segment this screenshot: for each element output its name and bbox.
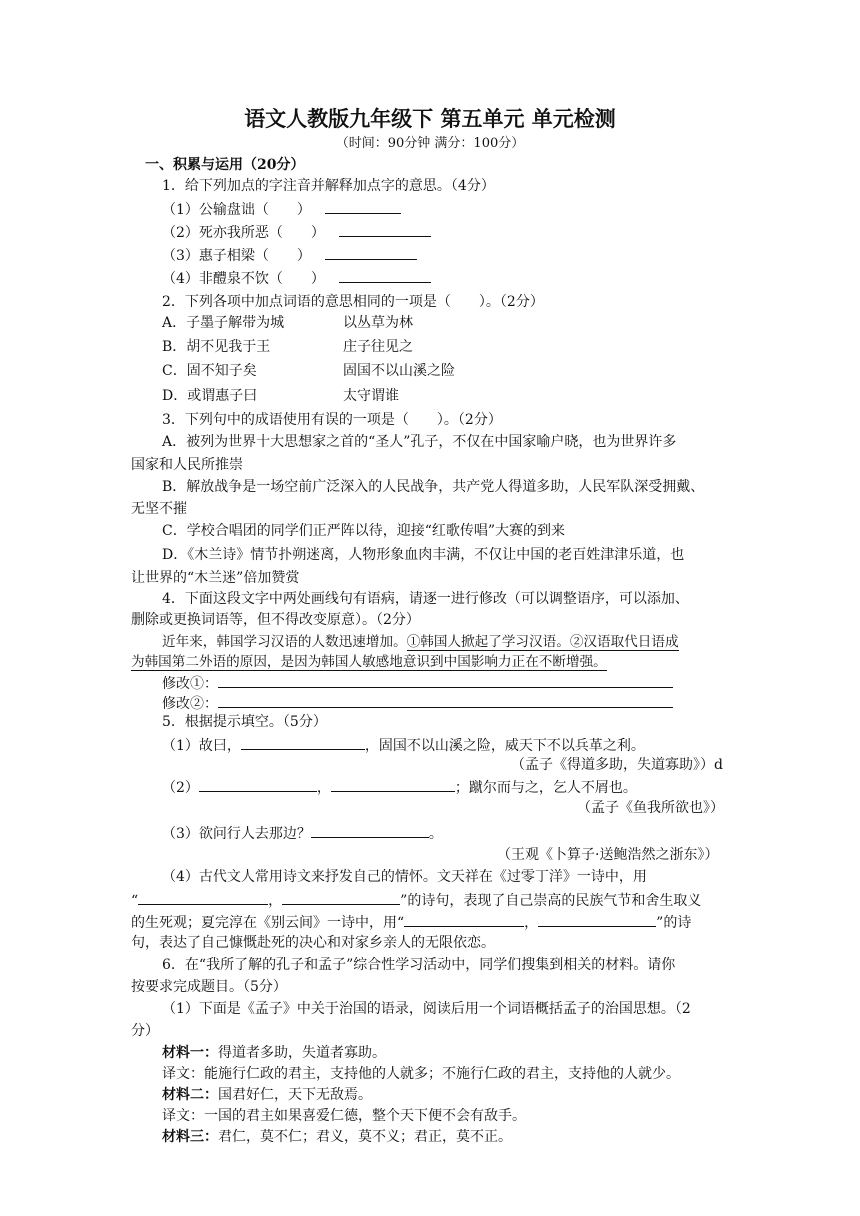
q3-option-c: C．学校合唱团的同学们正严阵以待，迎接“红歌传唱”大赛的到来 <box>162 523 566 539</box>
q5-source-1: （孟子《得道多助，失道寡助》）d <box>511 757 723 773</box>
q6-sub-1-cont: 分） <box>131 1023 159 1039</box>
material-3 <box>162 1127 512 1147</box>
q2-option-c-pair: 固国不以山溪之险 <box>343 363 455 379</box>
q6-stem-cont: 按要求完成题目。（5分） <box>131 979 287 995</box>
q4-stem-cont: 删除或更换词语等，但不得改变原意）。（2分） <box>131 612 420 628</box>
answer-blank[interactable] <box>331 776 455 792</box>
q5-line-4d: 句，表达了自己慷慨赴死的决心和对家乡亲人的无限依恋。 <box>131 935 495 951</box>
q5-line-1-suffix: ，固国不以山溪之险，威天下不以兵革之利。 <box>364 738 645 754</box>
q5-line-2-prefix: （2） <box>162 780 199 796</box>
q5-source-2: （孟子《鱼我所欲也》） <box>577 800 724 816</box>
answer-blank[interactable] <box>311 822 429 838</box>
q2-stem: 2．下列各项中加点词语的意思相同的一项是（ ）。（2分） <box>162 294 544 310</box>
q5-stem: 5．根据提示填空。（5分） <box>162 714 327 730</box>
material-2 <box>162 1085 372 1105</box>
material-1 <box>162 1043 386 1063</box>
q3-option-a: A．被列为世界十大思想家之首的“圣人”孔子，不仅在中国家喻户晓，也为世界许多 <box>162 434 677 450</box>
answer-blank[interactable] <box>138 889 268 905</box>
q4-fix-2 <box>162 692 673 714</box>
q5-line-3 <box>162 822 443 844</box>
answer-blank[interactable] <box>282 889 400 905</box>
q1-item-3 <box>162 244 417 266</box>
answer-blank[interactable] <box>339 267 431 283</box>
material-2-text: 国君好仁，天下无敌焉。 <box>218 1087 372 1103</box>
q5-line-2 <box>162 776 637 798</box>
q3-option-d: D．《木兰诗》情节扑朔迷离，人物形象血肉丰满，不仅让中国的老百姓津津乐道，也 <box>162 547 685 563</box>
answer-blank[interactable] <box>538 911 656 927</box>
q4-underlined-sentence-2-cont: 为韩国第二外语的原因，是因为韩国人敏感地意识到中国影响力正在不断增强。 <box>131 654 607 670</box>
q1-stem: 1．给下列加点的字注音并解释加点字的意思。（4分） <box>162 178 495 194</box>
answer-blank[interactable] <box>241 734 365 750</box>
q5-line-2-comma: ， <box>316 780 331 796</box>
answer-line[interactable] <box>218 692 673 708</box>
q1-item-2 <box>162 221 431 243</box>
page-title: 语文人教版九年级下 第五单元 单元检测 <box>244 106 616 131</box>
section-heading: 一、积累与运用（20分） <box>145 157 305 173</box>
q1-item-4 <box>162 267 431 289</box>
q4-para-intro: 近年来，韩国学习汉语的人数迅速增加。 <box>162 634 407 650</box>
q1-item-2-text: （2）死亦我所恶（ ） <box>162 225 325 241</box>
q3-stem: 3．下列句中的成语使用有误的一项是（ ）。（2分） <box>162 412 502 428</box>
translation-1: 译文：能施行仁政的君主，支持他的人就多；不施行仁政的君主，支持他的人就少。 <box>162 1066 680 1082</box>
answer-line[interactable] <box>218 672 673 688</box>
answer-blank[interactable] <box>404 911 524 927</box>
q2-option-c: C．固不知子矣 <box>162 363 257 379</box>
q4-fix-1 <box>162 672 673 694</box>
q5-source-3: （王观《卜算子·送鲍浩然之浙东》） <box>497 847 719 863</box>
exam-time-info: （时间：90分钟 满分：100分） <box>335 136 525 151</box>
q2-option-a: A．子墨子解带为城 <box>162 315 285 331</box>
q5-line-1 <box>162 734 645 756</box>
q4-stem: 4．下面这段文字中两处画线句有语病，请逐一进行修改（可以调整语序，可以添加、 <box>162 591 689 607</box>
q5-line-3-prefix: （3）欲问行人去那边？ <box>162 826 311 842</box>
q1-item-4-text: （4）非醴泉不饮（ ） <box>162 271 325 287</box>
answer-blank[interactable] <box>339 221 431 237</box>
q5-quote-open: “ <box>131 893 139 909</box>
q4-underlined-sentence-1: ①韩国人掀起了学习汉语。 <box>406 634 570 650</box>
answer-blank[interactable] <box>199 776 317 792</box>
q4-paragraph-line1 <box>162 632 679 652</box>
answer-blank[interactable] <box>325 244 417 260</box>
q2-option-a-pair: 以丛草为林 <box>343 315 413 331</box>
q4-fix-1-label: 修改①： <box>162 676 218 692</box>
q2-option-d-pair: 太守谓谁 <box>343 388 399 404</box>
q5-comma-2: ， <box>524 915 539 931</box>
q4-underlined-sentence-2: ②汉语取代日语成 <box>569 634 679 650</box>
q1-item-3-text: （3）惠子相梁（ ） <box>162 248 311 264</box>
q5-line-4c-rest: ”的诗 <box>656 915 692 931</box>
q3-option-d-cont: 让世界的“木兰迷”倍加赞赏 <box>131 570 300 586</box>
q1-item-1-text: （1）公输盘诎（ ） <box>162 202 311 218</box>
q3-option-b-cont: 无坚不摧 <box>131 501 187 517</box>
q2-option-b: B．胡不见我于王 <box>162 339 271 355</box>
q5-line-3-suffix: 。 <box>428 826 443 842</box>
q5-line-1-prefix: （1）故曰， <box>162 738 241 754</box>
q5-line-4b-rest: ”的诗句，表现了自己崇高的民族气节和舍生取义 <box>400 893 702 909</box>
q4-fix-2-label: 修改②： <box>162 696 218 712</box>
material-3-label: 材料三： <box>162 1129 218 1145</box>
q5-line-2-suffix: ；蹴尔而与之，乞人不屑也。 <box>454 780 637 796</box>
q3-option-a-cont: 国家和人民所推崇 <box>131 457 243 473</box>
q5-line-4c-prefix: 的生死观；夏完淳在《别云间》一诗中，用“ <box>131 915 405 931</box>
answer-blank[interactable] <box>325 198 401 214</box>
material-1-label: 材料一： <box>162 1045 218 1061</box>
q1-item-1 <box>162 198 401 220</box>
translation-2: 译文：一国的君主如果喜爱仁德，整个天下便不会有敌手。 <box>162 1108 526 1124</box>
q6-sub-1: （1）下面是《孟子》中关于治国的语录，阅读后用一个词语概括孟子的治国思想。（2 <box>162 1001 691 1017</box>
material-2-label: 材料二： <box>162 1087 218 1103</box>
q5-comma: ， <box>268 893 283 909</box>
material-1-text: 得道者多助，失道者寡助。 <box>218 1045 386 1061</box>
material-3-text: 君仁，莫不仁；君义，莫不义；君正，莫不正。 <box>218 1129 512 1145</box>
q6-stem: 6．在“我所了解的孔子和孟子”综合性学习活动中，同学们搜集到相关的材料。请你 <box>162 957 676 973</box>
q5-line-4: （4）古代文人常用诗文来抒发自己的情怀。文天祥在《过零丁洋》一诗中，用 <box>162 869 647 885</box>
q4-paragraph-line2 <box>131 652 607 672</box>
q3-option-b: B．解放战争是一场空前广泛深入的人民战争，共产党人得道多助，人民军队深受拥戴、 <box>162 479 705 495</box>
q2-option-d: D．或谓惠子曰 <box>162 388 258 404</box>
q5-line-4b <box>131 889 701 911</box>
q2-option-b-pair: 庄子往见之 <box>343 339 413 355</box>
q5-line-4c <box>131 911 691 933</box>
